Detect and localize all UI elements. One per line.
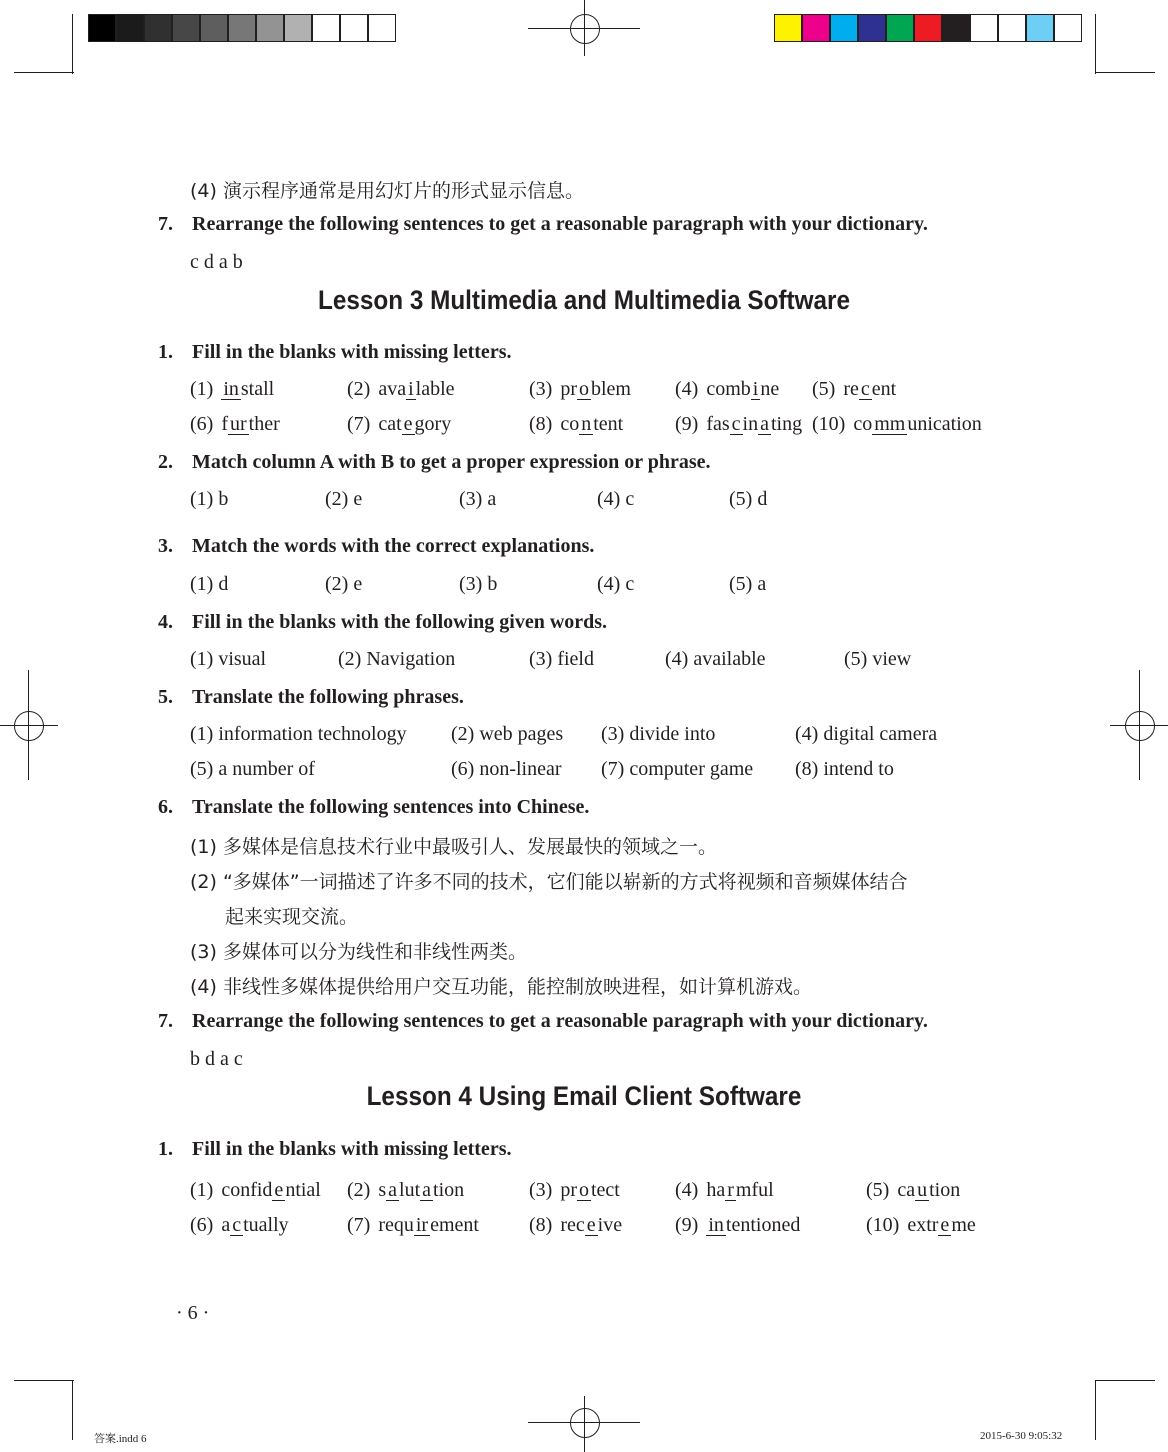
color-swatch <box>116 14 144 42</box>
lesson3-q7-title: 7. Rearrange the following sentences to get a reasonable paragraph with your dictionary. <box>158 1010 928 1032</box>
lesson3-q6-line3: (3) 多媒体可以分为线性和非线性两类。 <box>190 941 527 963</box>
color-swatch <box>256 14 284 42</box>
lesson4-q1-title: 1. Fill in the blanks with missing letters. <box>158 1138 512 1160</box>
answer-item: (4) c <box>597 488 635 510</box>
answer-item: (5) a number of <box>190 758 315 780</box>
color-swatch <box>228 14 256 42</box>
color-swatch <box>284 14 312 42</box>
color-swatch <box>970 14 998 42</box>
color-swatch <box>858 14 886 42</box>
fill-item: (7) cat e gory <box>347 413 452 435</box>
fill-item: (7) requ ir ement <box>347 1214 479 1236</box>
lesson4-q1-item2: (2) s a lut a tion <box>347 1179 465 1201</box>
top-q7-answer: c d a b <box>190 251 243 273</box>
color-swatch <box>1054 14 1082 42</box>
lesson3-q5-title: 5. Translate the following phrases. <box>158 686 464 708</box>
color-swatch <box>942 14 970 42</box>
lesson3-q6-line1: (1) 多媒体是信息技术行业中最吸引人、发展最快的领域之一。 <box>190 836 717 858</box>
fill-item: (3) pr o blem <box>529 378 631 400</box>
answer-item: (2) e <box>325 573 363 595</box>
fill-item: (4) comb i ne <box>675 378 780 400</box>
fill-item: (6) f ur ther <box>190 413 280 435</box>
fill-item: (9) in tentioned <box>675 1214 801 1236</box>
slug-right: 2015-6-30 9:05:32 <box>980 1430 1063 1442</box>
answer-item: (1) d <box>190 573 229 595</box>
answer-item: (2) e <box>325 488 363 510</box>
fill-item: (5) ca u tion <box>866 1179 961 1201</box>
color-swatch <box>340 14 368 42</box>
color-swatch <box>886 14 914 42</box>
answer-item: (3) a <box>459 488 497 510</box>
color-swatch <box>200 14 228 42</box>
answer-item: (1) visual <box>190 648 267 670</box>
lesson3-q6-line2-cont: 起来实现交流。 <box>225 906 359 928</box>
lesson3-q6-title: 6. Translate the following sentences into Chinese. <box>158 796 590 818</box>
answer-item: (2) Navigation <box>338 648 456 670</box>
fill-item: (8) co n tent <box>529 413 624 435</box>
top-item-4: (4) 演示程序通常是用幻灯片的形式显示信息。 <box>190 180 584 202</box>
fill-item: (8) rec e ive <box>529 1214 623 1236</box>
answer-item: (3) field <box>529 648 594 670</box>
fill-item: (2) ava i lable <box>347 378 455 400</box>
color-swatch <box>88 14 116 42</box>
lesson3-q1-title: 1. Fill in the blanks with missing letters. <box>158 341 512 363</box>
fill-item: (5) re c ent <box>812 378 897 400</box>
color-swatch <box>1026 14 1054 42</box>
page-number: · 6 · <box>176 1302 210 1324</box>
answer-item: (5) view <box>844 648 912 670</box>
lesson3-q4-title: 4. Fill in the blanks with the following given words. <box>158 611 608 633</box>
lesson3-q1-item10: (10) co mm unication <box>812 413 982 435</box>
answer-item: (3) divide into <box>601 723 716 745</box>
lesson3-q2-title: 2. Match column A with B to get a proper expression or phrase. <box>158 451 711 473</box>
answer-item: (3) b <box>459 573 498 595</box>
color-swatch <box>774 14 802 42</box>
lesson3-q7-answer: b d a c <box>190 1048 243 1070</box>
fill-item: (6) a c tually <box>190 1214 289 1236</box>
fill-item: (3) pr o tect <box>529 1179 620 1201</box>
answer-item: (4) digital camera <box>795 723 938 745</box>
answer-item: (5) a <box>729 573 767 595</box>
lesson3-q1-item9: (9) fas c in a ting <box>675 413 803 435</box>
lesson3-q6-line2: (2) “多媒体”一词描述了许多不同的技术，它们能以崭新的方式将视频和音频媒体结合 <box>190 871 908 893</box>
fill-item: (4) ha r mful <box>675 1179 774 1201</box>
color-swatch <box>172 14 200 42</box>
lesson3-heading: Lesson 3 Multimedia and Multimedia Software <box>317 285 850 315</box>
color-swatch <box>802 14 830 42</box>
answer-item: (1) information technology <box>190 723 407 745</box>
color-swatch <box>914 14 942 42</box>
answer-item: (4) c <box>597 573 635 595</box>
color-swatch <box>830 14 858 42</box>
answer-item: (2) web pages <box>451 723 564 745</box>
lesson4-q1-item1: (1) confid e ntial <box>190 1179 321 1201</box>
top-q7-title: 7. Rearrange the following sentences to get a reasonable paragraph with your dictionary. <box>158 213 928 235</box>
answer-item: (5) d <box>729 488 768 510</box>
answer-item: (6) non-linear <box>451 758 562 780</box>
lesson3-q3-title: 3. Match the words with the correct explanations. <box>158 535 595 557</box>
lesson4-heading: Lesson 4 Using Email Client Software <box>366 1081 802 1111</box>
fill-item: (10) extr e me <box>866 1214 976 1236</box>
fill-item: (1) in stall <box>190 378 275 400</box>
answer-item: (4) available <box>665 648 766 670</box>
answer-item: (1) b <box>190 488 229 510</box>
lesson3-q6-line4: (4) 非线性多媒体提供给用户交互功能，能控制放映进程，如计算机游戏。 <box>190 976 812 998</box>
color-swatch <box>312 14 340 42</box>
slug-left: 答案.indd 6 <box>94 1433 147 1445</box>
color-swatch <box>998 14 1026 42</box>
color-swatch <box>368 14 396 42</box>
answer-item: (7) computer game <box>601 758 754 780</box>
answer-item: (8) intend to <box>795 758 894 780</box>
color-swatch <box>144 14 172 42</box>
